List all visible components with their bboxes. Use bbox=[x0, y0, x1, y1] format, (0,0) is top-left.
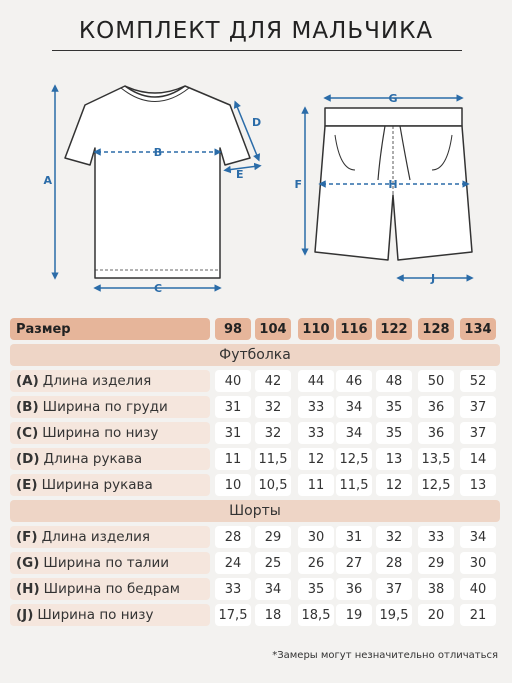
value-cell: 31 bbox=[215, 422, 251, 444]
value-cell: 21 bbox=[460, 604, 496, 626]
value-cell: 33 bbox=[418, 526, 454, 548]
dim-label-j: J bbox=[430, 272, 436, 285]
table-row bbox=[10, 370, 500, 392]
row-label bbox=[10, 448, 210, 470]
row-code: (J) bbox=[16, 607, 34, 623]
value-cell: 37 bbox=[376, 578, 412, 600]
value-cell: 34 bbox=[336, 422, 372, 444]
row-code: (D) bbox=[16, 451, 40, 467]
row-label bbox=[10, 474, 210, 496]
row-name: Длина изделия bbox=[42, 373, 152, 389]
value-cell: 29 bbox=[418, 552, 454, 574]
value-cell: 35 bbox=[376, 396, 412, 418]
value-cell: 52 bbox=[460, 370, 496, 392]
table-row bbox=[10, 578, 500, 600]
row-code: (G) bbox=[16, 555, 40, 571]
row-code: (A) bbox=[16, 373, 39, 389]
size-header: 122 bbox=[376, 318, 412, 340]
row-label bbox=[10, 370, 210, 392]
value-cell: 35 bbox=[376, 422, 412, 444]
tshirt-outline bbox=[65, 86, 250, 278]
size-header: 116 bbox=[336, 318, 372, 340]
value-cell: 11 bbox=[215, 448, 251, 470]
row-name: Ширина по талии bbox=[43, 555, 170, 571]
footnote: *Замеры могут незначительно отличаться bbox=[272, 650, 498, 661]
row-code: (B) bbox=[16, 399, 39, 415]
value-cell: 46 bbox=[336, 370, 372, 392]
row-name: Длина рукава bbox=[43, 451, 143, 467]
table-row bbox=[10, 474, 500, 496]
value-cell: 31 bbox=[336, 526, 372, 548]
value-cell: 36 bbox=[418, 422, 454, 444]
value-cell: 44 bbox=[298, 370, 334, 392]
row-label bbox=[10, 552, 210, 574]
row-name: Ширина рукава bbox=[41, 477, 153, 493]
value-cell: 10,5 bbox=[255, 474, 291, 496]
value-cell: 36 bbox=[336, 578, 372, 600]
value-cell: 37 bbox=[460, 396, 496, 418]
value-cell: 12 bbox=[376, 474, 412, 496]
size-header: 104 bbox=[255, 318, 291, 340]
dim-label-e: E bbox=[236, 168, 244, 181]
value-cell: 33 bbox=[215, 578, 251, 600]
value-cell: 35 bbox=[298, 578, 334, 600]
value-cell: 11,5 bbox=[336, 474, 372, 496]
value-cell: 10 bbox=[215, 474, 251, 496]
value-cell: 12,5 bbox=[336, 448, 372, 470]
value-cell: 31 bbox=[215, 396, 251, 418]
row-code: (F) bbox=[16, 529, 38, 545]
row-code: (C) bbox=[16, 425, 39, 441]
dim-label-d: D bbox=[252, 116, 262, 129]
value-cell: 34 bbox=[336, 396, 372, 418]
value-cell: 12 bbox=[298, 448, 334, 470]
value-cell: 37 bbox=[460, 422, 496, 444]
value-cell: 13 bbox=[460, 474, 496, 496]
value-cell: 50 bbox=[418, 370, 454, 392]
value-cell: 30 bbox=[460, 552, 496, 574]
value-cell: 17,5 bbox=[215, 604, 251, 626]
dim-label-a: A bbox=[43, 174, 52, 187]
value-cell: 34 bbox=[460, 526, 496, 548]
row-code: (H) bbox=[16, 581, 40, 597]
row-name: Ширина по груди bbox=[42, 399, 168, 415]
page-title: КОМПЛЕКТ ДЛЯ МАЛЬЧИКА bbox=[78, 18, 434, 44]
section-header: Футболка bbox=[10, 344, 500, 366]
row-label bbox=[10, 604, 210, 626]
table-row bbox=[10, 604, 500, 626]
value-cell: 38 bbox=[418, 578, 454, 600]
row-code: (E) bbox=[16, 477, 38, 493]
value-cell: 18 bbox=[255, 604, 291, 626]
value-cell: 13 bbox=[376, 448, 412, 470]
value-cell: 24 bbox=[215, 552, 251, 574]
table-header-label: Размер bbox=[10, 318, 210, 340]
row-label bbox=[10, 578, 210, 600]
value-cell: 26 bbox=[298, 552, 334, 574]
garment-diagram bbox=[0, 60, 512, 310]
row-name: Ширина по низу bbox=[42, 425, 159, 441]
value-cell: 48 bbox=[376, 370, 412, 392]
value-cell: 11,5 bbox=[255, 448, 291, 470]
table-row bbox=[10, 448, 500, 470]
value-cell: 34 bbox=[255, 578, 291, 600]
table-row bbox=[10, 552, 500, 574]
table-row bbox=[10, 422, 500, 444]
row-name: Длина изделия bbox=[41, 529, 151, 545]
value-cell: 33 bbox=[298, 396, 334, 418]
value-cell: 42 bbox=[255, 370, 291, 392]
size-header: 98 bbox=[215, 318, 251, 340]
value-cell: 18,5 bbox=[298, 604, 334, 626]
row-name: Ширина по бедрам bbox=[43, 581, 180, 597]
value-cell: 12,5 bbox=[418, 474, 454, 496]
dim-label-h: H bbox=[388, 178, 398, 191]
row-label bbox=[10, 422, 210, 444]
dim-label-f: F bbox=[294, 178, 302, 191]
value-cell: 19,5 bbox=[376, 604, 412, 626]
dim-label-g: G bbox=[388, 92, 398, 105]
value-cell: 28 bbox=[215, 526, 251, 548]
value-cell: 19 bbox=[336, 604, 372, 626]
value-cell: 14 bbox=[460, 448, 496, 470]
size-header: 110 bbox=[298, 318, 334, 340]
table-row bbox=[10, 396, 500, 418]
title-underline bbox=[52, 50, 462, 51]
value-cell: 32 bbox=[255, 396, 291, 418]
value-cell: 40 bbox=[460, 578, 496, 600]
value-cell: 20 bbox=[418, 604, 454, 626]
value-cell: 30 bbox=[298, 526, 334, 548]
value-cell: 27 bbox=[336, 552, 372, 574]
row-name: Ширина по низу bbox=[37, 607, 154, 623]
value-cell: 32 bbox=[255, 422, 291, 444]
value-cell: 32 bbox=[376, 526, 412, 548]
value-cell: 13,5 bbox=[418, 448, 454, 470]
value-cell: 36 bbox=[418, 396, 454, 418]
table-header-row bbox=[10, 318, 500, 340]
size-header: 134 bbox=[460, 318, 496, 340]
section-header: Шорты bbox=[10, 500, 500, 522]
table-row bbox=[10, 526, 500, 548]
dim-label-c: C bbox=[153, 282, 163, 295]
dim-label-b: B bbox=[153, 146, 163, 159]
row-label bbox=[10, 526, 210, 548]
value-cell: 11 bbox=[298, 474, 334, 496]
size-header: 128 bbox=[418, 318, 454, 340]
row-label bbox=[10, 396, 210, 418]
value-cell: 28 bbox=[376, 552, 412, 574]
value-cell: 29 bbox=[255, 526, 291, 548]
value-cell: 25 bbox=[255, 552, 291, 574]
value-cell: 40 bbox=[215, 370, 251, 392]
value-cell: 33 bbox=[298, 422, 334, 444]
